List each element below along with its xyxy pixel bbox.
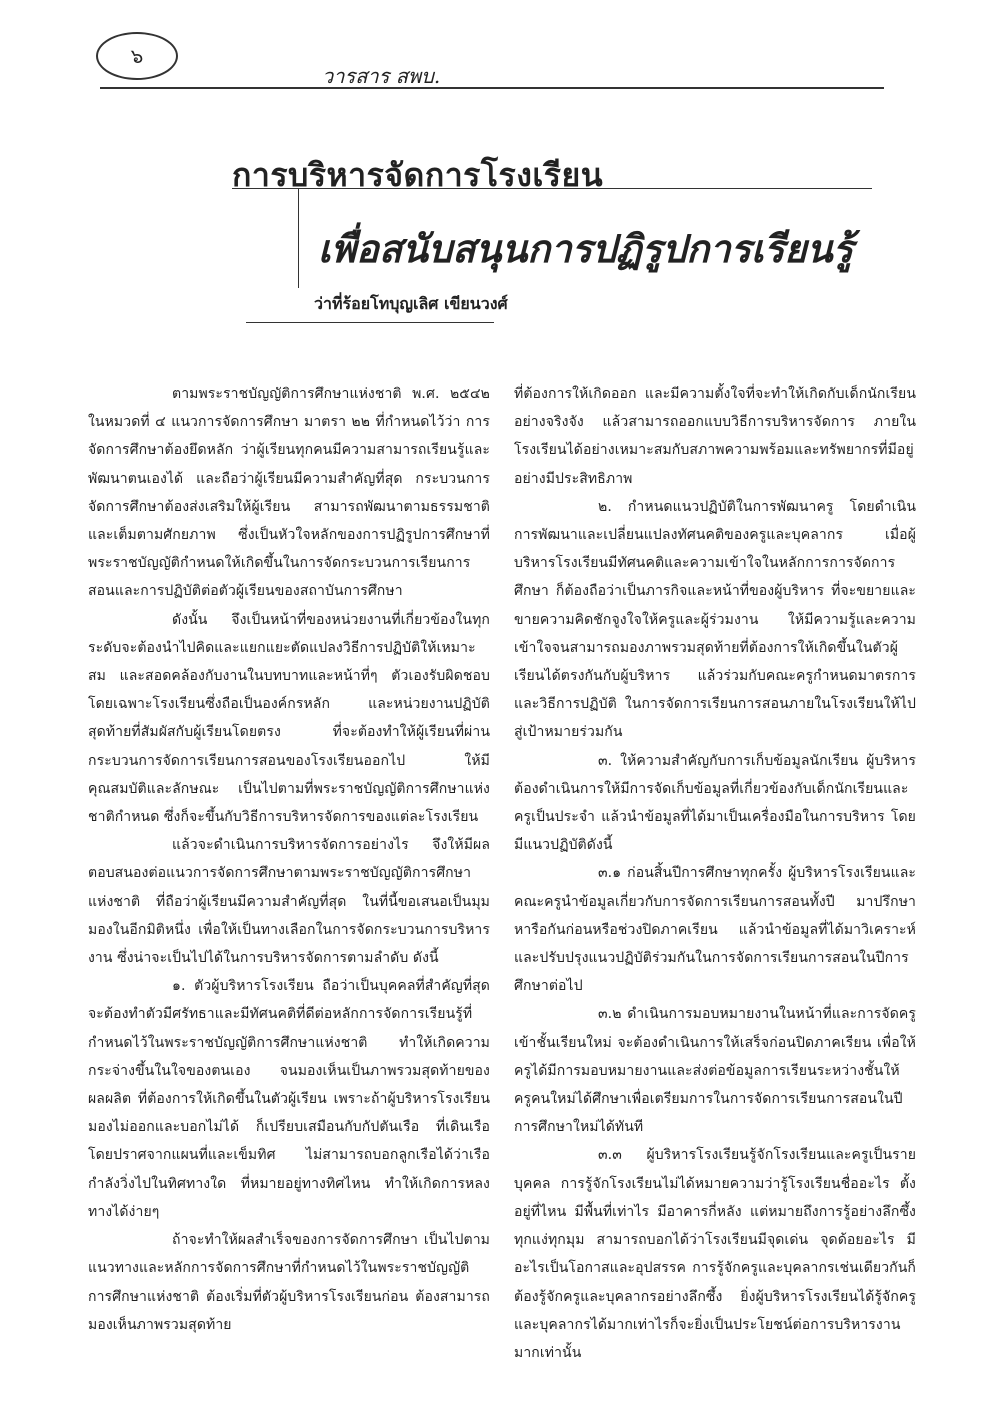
- paragraph: ๓.๑ ก่อนสิ้นปีการศึกษาทุกครั้ง ผู้บริหารโรงเรียนและคณะครูนำข้อมูลเกี่ยวกับการจัดการเรียนการสอนทั้งปี มาปรึกษาหารือกันก่อนหรือช่วงปิดภาคเรียน แล้วนำข้อมูลที่ได้มาวิเคราะห์และปรับปรุงแนวปฏิบัติร่วมกันในการจัดการเรียนการสอนในปีการศึกษาต่อไป: [514, 865, 916, 995]
- page-number: ๖: [96, 32, 178, 80]
- paragraph: แล้วจะดำเนินการบริหารจัดการอย่างไร จึงให้มีผลตอบสนองต่อแนวการจัดการศึกษาตามพระราชบัญญัติการศึกษาแห่งชาติ ที่ถือว่าผู้เรียนมีความสำคัญที่สุด ในที่นี้ขอเสนอเป็นมุมมองในอีกมิติหนึ่ง เพื่อให้เป็นทางเลือกในการจัดกระบวนการบริหารงาน ซึ่งน่าจะเป็นไปได้ในการบริหารจัดการตามลำดับ ดังนี้: [88, 837, 490, 967]
- paragraph: ๓. ให้ความสำคัญกับการเก็บข้อมูลนักเรียน ผู้บริหารต้องดำเนินการให้มีการจัดเก็บข้อมูลที่เกี่ยวข้องกับเด็กนักเรียนและครูเป็นประจำ แล้วนำข้อมูลที่ได้มาเป็นเครื่องมือในการบริหาร โดยมีแนวปฏิบัติดังนี้: [514, 752, 916, 854]
- byline-rule: [246, 322, 494, 323]
- right-column: [514, 380, 916, 1367]
- paragraph: ถ้าจะทำให้ผลสำเร็จของการจัดการศึกษา เป็นไปตามแนวทางและหลักการจัดการศึกษาที่กำหนดไว้ในพระราชบัญญัติการศึกษาแห่งชาติ ต้องเริ่มที่ตัวผู้บริหารโรงเรียนก่อน ต้องสามารถมองเห็นภาพรวมสุดท้าย: [88, 1232, 490, 1333]
- journal-name: วารสาร สพบ.: [322, 64, 441, 88]
- paragraph: ที่ต้องการให้เกิดออก และมีความตั้งใจที่จะทำให้เกิดกับเด็กนักเรียนอย่างจริงจัง แล้วสามารถออกแบบวิธีการบริหารจัดการ ภายในโรงเรียนได้อย่างเหมาะสมกับสภาพความพร้อมและทรัพยากรที่มีอยู่อย่างมีประสิทธิภาพ: [514, 386, 916, 487]
- paragraph: ๒. กำหนดแนวปฏิบัติในการพัฒนาครู โดยดำเนินการพัฒนาและเปลี่ยนแปลงทัศนคติของครูและบุคลากร เมื่อผู้บริหารโรงเรียนมีทัศนคติและความเข้าใจในหลักการการจัดการศึกษา ก็ต้องถือว่าเป็นภารกิจและหน้าที่ของผู้บริหาร ที่จะขยายและขายความคิดชักจูงใจให้ครูและผู้ร่วมงาน ให้มีความรู้และความเข้าใจจนสามารถมองภาพรวมสุดท้ายที่ต้องการให้เกิดขึ้นในตัวผู้เรียนได้ตรงกันกับผู้บริหาร แล้วร่วมกับคณะครูกำหนดมาตรการและวิธีการปฏิบัติ ในการจัดการเรียนการสอนภายในโรงเรียนให้ไปสู่เป้าหมายร่วมกัน: [514, 498, 916, 741]
- paragraph: ตามพระราชบัญญัติการศึกษาแห่งชาติ พ.ศ. ๒๕๔๒ ในหมวดที่ ๔ แนวการจัดการศึกษา มาตรา ๒๒ ที่กำหนดไว้ว่า การจัดการศึกษาต้องยึดหลัก ว่าผู้เรียนทุกคนมีความสามารถเรียนรู้และพัฒนาตนเองได้ และถือว่าผู้เรียนมีความสำคัญที่สุด กระบวนการจัดการศึกษาต้องส่งเสริมให้ผู้เรียน สามารถพัฒนาตามธรรมชาติและเต็มตามศักยภาพ ซึ่งเป็นหัวใจหลักของการปฏิรูปการศึกษาที่พระราชบัญญัติกำหนดให้เกิดขึ้นในการจัดกระบวนการเรียนการสอนและการปฏิบัติต่อตัวผู้เรียนของสถาบันการศึกษา: [88, 386, 490, 600]
- title-vertical-rule: [298, 188, 299, 288]
- author-byline: ว่าที่ร้อยโทบุญเลิศ เขียนวงศ์: [314, 294, 508, 313]
- article-title-line1: การบริหารจัดการโรงเรียน: [232, 156, 604, 194]
- header-rule: [100, 87, 884, 89]
- paragraph: ๓.๒ ดำเนินการมอบหมายงานในหน้าที่และการจัดครูเข้าชั้นเรียนใหม่ จะต้องดำเนินการให้เสร็จก่อนปิดภาคเรียน เพื่อให้ครูได้มีการมอบหมายงานและส่งต่อข้อมูลการเรียนระหว่างชั้นให้ครูคนใหม่ได้ศึกษาเพื่อเตรียมการในการจัดการเรียนการสอนในปีการศึกษาใหม่ได้ทันที: [514, 1006, 916, 1136]
- article-title-line2: เพื่อสนับสนุนการปฏิรูปการเรียนรู้: [318, 227, 854, 271]
- paragraph: ดังนั้น จึงเป็นหน้าที่ของหน่วยงานที่เกี่ยวข้องในทุกระดับจะต้องนำไปคิดและแยกแยะตัดแปลงวิธีการปฏิบัติให้เหมาะสม และสอดคล้องกับงานในบทบาทและหน้าที่ๆ ตัวเองรับผิดชอบ โดยเฉพาะโรงเรียนซึ่งถือเป็นองค์กรหลัก และหน่วยงานปฏิบัติสุดท้ายที่สัมผัสกับผู้เรียนโดยตรง ที่จะต้องทำให้ผู้เรียนที่ผ่านกระบวนการจัดการเรียนการสอนของโรงเรียนออกไป ให้มีคุณสมบัติและลักษณะ เป็นไปตามที่พระราชบัญญัติการศึกษาแห่งชาติกำหนด ซึ่งก็จะขึ้นกับวิธีการบริหารจัดการของแต่ละโรงเรียน: [88, 611, 490, 826]
- paragraph: ๑. ตัวผู้บริหารโรงเรียน ถือว่าเป็นบุคคลที่สำคัญที่สุด จะต้องทำตัวมีศรัทธาและมีทัศนคติที่ดีต่อหลักการจัดการเรียนรู้ที่กำหนดไว้ในพระราชบัญญัติการศึกษาแห่งชาติ ทำให้เกิดความกระจ่างขึ้นในใจของตนเอง จนมองเห็นเป็นภาพรวมสุดท้ายของผลผลิต ที่ต้องการให้เกิดขึ้นในตัวผู้เรียน เพราะถ้าผู้บริหารโรงเรียนมองไม่ออกและบอกไม่ได้ ก็เปรียบเสมือนกับกัปตันเรือ ที่เดินเรือโดยปราศจากแผนที่และเข็มทิศ ไม่สามารถบอกลูกเรือได้ว่าเรือกำลังวิ่งไปในทิศทางใด ที่หมายอยู่ทางทิศไหน ทำให้เกิดการหลงทางได้ง่ายๆ: [88, 978, 490, 1220]
- paragraph: ๓.๓ ผู้บริหารโรงเรียนรู้จักโรงเรียนและครูเป็นรายบุคคล การรู้จักโรงเรียนไม่ได้หมายความว่ารู้โรงเรียนชื่ออะไร ตั้งอยู่ที่ไหน มีพื้นที่เท่าไร มีอาคารกี่หลัง แต่หมายถึงการรู้อย่างลึกซึ้งทุกแง่ทุกมุม สามารถบอกได้ว่าโรงเรียนมีจุดเด่น จุดด้อยอะไร มีอะไรเป็นโอกาสและอุปสรรค การรู้จักครูและบุคลากรเช่นเดียวกันก็ต้องรู้จักครูและบุคลากรอย่างลึกซึ้ง ยิ่งผู้บริหารโรงเรียนได้รู้จักครูและบุคลากรได้มากเท่าไรก็จะยิ่งเป็นประโยชน์ต่อการบริหารงานมากเท่านั้น: [514, 1147, 916, 1361]
- left-column: [88, 380, 490, 1339]
- title-rule: [232, 188, 872, 189]
